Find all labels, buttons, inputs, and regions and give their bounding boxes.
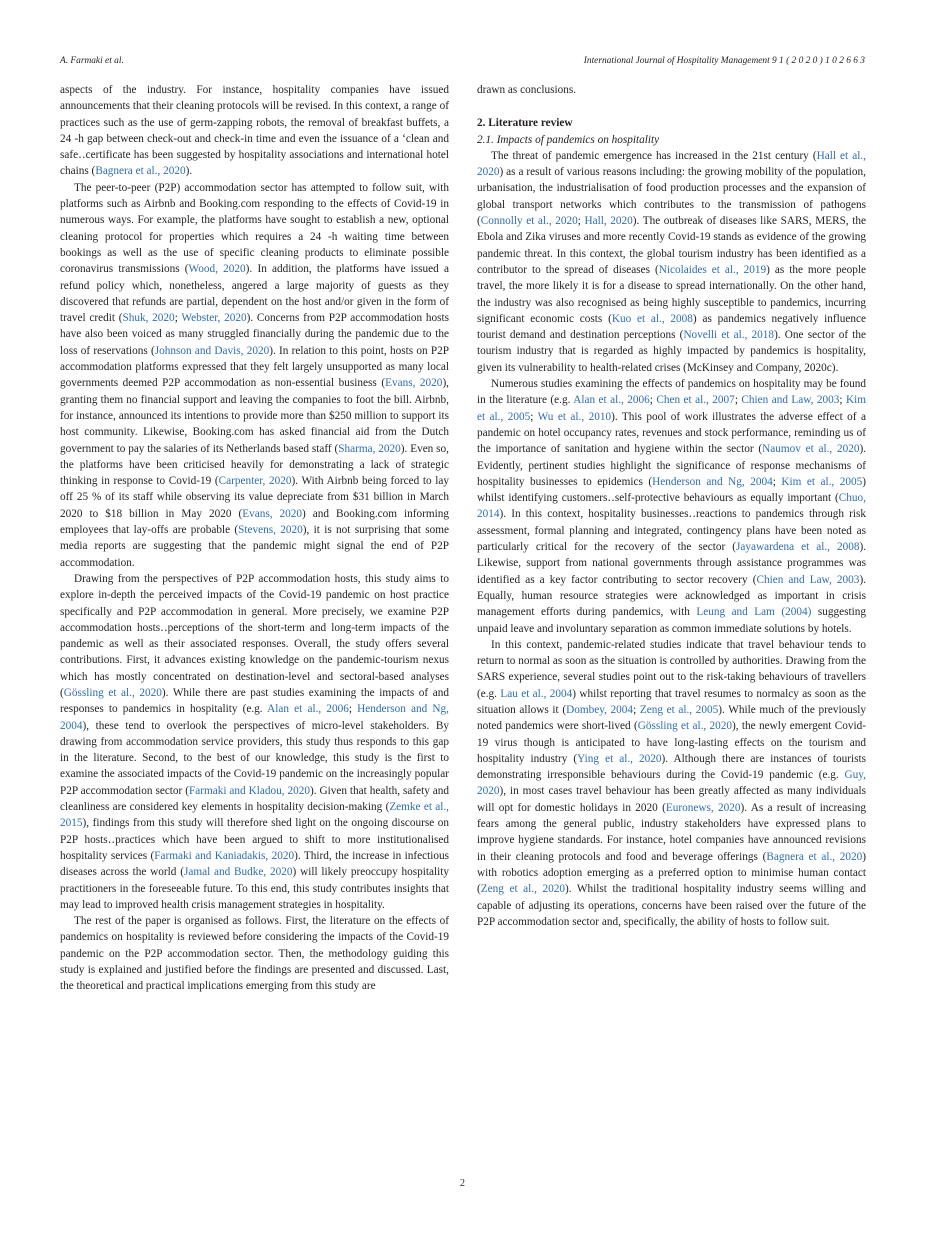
text-run: ). Although there are instances of tourists demonstrating irresponsible behaviours during the Covid-19 pandemic (e.g. xyxy=(477,752,866,782)
text-run: ; xyxy=(839,394,846,407)
header-authors: A. Farmaki et al. xyxy=(60,56,124,66)
citation-link[interactable]: Leung and Lam (2004) xyxy=(696,606,812,619)
citation-link[interactable]: Lau et al., 2004 xyxy=(500,687,573,700)
citation-link[interactable]: Evans, 2020 xyxy=(385,377,443,390)
citation-link[interactable]: Bagnera et al., 2020 xyxy=(766,850,863,863)
text-run: ). While there are past studies examining the impacts of and responses to pandemics in hospitality (e.g. xyxy=(60,686,449,716)
citation-link[interactable]: Jayawardena et al., 2008 xyxy=(736,541,860,554)
citation-link[interactable]: Naumov et al., 2020 xyxy=(762,443,860,456)
citation-link[interactable]: Kim et al., 2005 xyxy=(781,475,863,488)
citation-link[interactable]: Wood, 2020 xyxy=(188,263,246,276)
text-run: The rest of the paper is organised as follows. First, the literature on the effects of pandemics on hospitality is reviewed before considering the impacts of the Covid-19 pandemic on the P2P accommodation sector. Then, the methodology guiding this study is explained and justified before the findings are presented and discussed. Last, the theoretical and practical implications emerging from this study are xyxy=(60,915,449,993)
citation-link[interactable]: Kuo et al., 2008 xyxy=(611,312,693,325)
text-run: The threat of pandemic emergence has increased in the 21st century ( xyxy=(491,149,817,162)
citation-link[interactable]: Shuk, 2020 xyxy=(122,312,175,325)
text-run: ) with robotics adoption emerging as a preferred option to minimise human contact ( xyxy=(477,850,867,896)
text-run: ). In this context, hospitality businesses‥reactions to pandemics through risk assessment, formal planning and integrated, contingency plans have been noted as particularly critical for the recovery of the sector ( xyxy=(477,508,866,554)
citation-link[interactable]: Johnson and Davis, 2020 xyxy=(154,344,270,357)
text-run: ; xyxy=(649,394,657,407)
text-run: ). Given that health, safety and cleanliness are considered key elements in hospitality decision-making ( xyxy=(60,784,449,814)
text-run: ). With Airbnb being forced to lay off 25 % of its staff while observing its value depreciate from $31 billion in March 2020 to $18 billion in May 2020 ( xyxy=(60,475,449,520)
citation-link[interactable]: Chien and Law, 2003 xyxy=(756,573,860,586)
paragraph xyxy=(477,637,866,930)
text-run: ; xyxy=(174,312,182,325)
citation-link[interactable]: Gössling et al., 2020 xyxy=(637,720,733,733)
text-run: ). Even so, the platforms have been criticised heavily for demonstrating a lack of strategic thinking in response to Covid-19 ( xyxy=(60,442,449,488)
citation-link[interactable]: Bagnera et al., 2020 xyxy=(95,165,186,178)
text-run: ; xyxy=(772,475,782,488)
text-run: ). Third, the increase in infectious diseases across the world ( xyxy=(60,849,450,879)
text-run: ; xyxy=(348,703,358,716)
page-number: 2 xyxy=(460,1178,465,1189)
text-run: ) as pandemics negatively influence tourist demand and destination perceptions ( xyxy=(477,312,866,342)
text-run: ). This pool of work illustrates the adverse effect of a pandemic on hotel occupancy rates, revenues and stock performance, reminding us of the importance of sanitation and hygiene within the sector ( xyxy=(477,410,866,456)
text-run: ), the newly emergent Covid-19 virus though is anticipated to have long-lasting effects on the tourism and hospitality industry ( xyxy=(477,720,867,765)
text-run: ). xyxy=(185,165,193,178)
text-run: ) will likely preoccupy hospitality practitioners in the foreseeable future. To this end, this study contributes insights that may lead to improved health crisis management strategies in hospitality. xyxy=(60,866,449,911)
citation-link[interactable]: Wu et al., 2010 xyxy=(537,410,612,423)
left-column xyxy=(60,82,449,995)
citation-link[interactable]: Chien and Law, 2003 xyxy=(741,394,840,407)
text-run: ). Equally, human resource strategies were acknowledged as important in crisis management efforts during pandemics, with xyxy=(477,573,866,619)
citation-link[interactable]: Connolly et al., 2020 xyxy=(480,215,578,228)
paragraph xyxy=(60,913,449,994)
citation-link[interactable]: Euronews, 2020 xyxy=(665,801,741,814)
citation-link[interactable]: Stevens, 2020 xyxy=(238,524,303,537)
text-run: aspects of the industry. For instance, hospitality companies have issued announcements that their cleaning protocols will be revised. In this context, a range of practices such as the use of germ-zapping robots, the removal of breakfast buffets, a 24 -h gap between check-out and check-in time and even the issuance of a ‘clean and safe‥certificate has been suggested by hospitality associations and international hotel chains ( xyxy=(60,84,449,178)
citation-link[interactable]: Guy, 2020 xyxy=(477,769,866,798)
citation-link[interactable]: Henderson and Ng, 2004 xyxy=(652,475,773,488)
text-run: ), it is not surprising that some media reports are suggesting that the pandemic might signal the end of P2P accommodation. xyxy=(60,524,449,569)
text-run: ; xyxy=(633,703,640,716)
text-run: ), in most cases travel behaviour has been greatly affected as many individuals will opt for domestic holidays in 2020 ( xyxy=(477,785,866,814)
text-run: The peer-to-peer (P2P) accommodation sector has attempted to follow suit, with platforms such as Airbnb and Booking.com responding to the effects of Covid-19 in numerous ways. For example, the platforms have sought to establish a new, optional cleaning protocol for properties which requires a 24 -h waiting time between bookings as well as the use of specific cleaning products to eliminate possible coronavirus transmissions ( xyxy=(60,181,449,276)
paragraph xyxy=(60,82,449,180)
text-run: ). The outbreak of diseases like SARS, MERS, the Ebola and Zika viruses and more recently Covid-19 stands as evidence of the growing pandemic threat. In this context, the global tourism industry has been identified as a contributor to the spread of diseases ( xyxy=(477,215,866,276)
text-run: ). Evidently, pertinent studies highlight the significance of response mechanisms of hospitality businesses to epidemics ( xyxy=(477,443,867,488)
citation-link[interactable]: Kim et al., 2005 xyxy=(477,394,866,423)
citation-link[interactable]: Hall, 2020 xyxy=(584,215,633,228)
text-run: ). Whilst the traditional hospitality industry seems willing and capable of adjusting its operations, concerns have been raised over the future of the P2P accommodation sector and, specifically, the ability of hosts to follow suit. xyxy=(477,883,866,928)
text-run: ; xyxy=(530,410,538,423)
text-run: ). Likewise, support from national governments through assistance programmes was identified as a key factor contributing to sector recovery ( xyxy=(477,541,867,586)
text-run: ) and Booking.com informing employees that lay-offs are probable ( xyxy=(60,507,450,537)
text-run: ) whilst reporting that travel resumes to normalcy as soon as the situation allows it ( xyxy=(477,687,866,716)
text-run: Drawing from the perspectives of P2P accommodation hosts, this study aims to explore in-depth the perceived impacts of the Covid-19 pandemic on host practice specifically and P2P accommodation in general. More precisely, we examine P2P accommodation hosts‥perceptions of the short-term and long-term impacts of the pandemic as well as their associated responses. Overall, the study offers several contributions. First, it advances existing knowledge on the pandemic-tourism nexus which has mostly concentrated on destination-level and sectoral-based analyses ( xyxy=(60,572,449,699)
text-run: ) as a result of various reasons including: the growing mobility of the population, urbanisation, the industrialisation of food production processes and the expansion of global transport networks which contributes to the transmission of pathogens ( xyxy=(477,166,866,228)
citation-link[interactable]: Jamal and Budke, 2020 xyxy=(183,866,293,879)
citation-link[interactable]: Webster, 2020 xyxy=(181,312,247,325)
text-run: ). In relation to this point, hosts on P2P accommodation platforms expressed that they felt largely unsupported as many local governments deemed P2P accommodation as non-essential business ( xyxy=(60,344,449,390)
citation-link[interactable]: Evans, 2020 xyxy=(242,507,303,520)
citation-link[interactable]: Zeng et al., 2005 xyxy=(639,703,719,716)
citation-link[interactable]: Hall et al., 2020 xyxy=(477,149,866,179)
citation-link[interactable]: Farmaki and Kladou, 2020 xyxy=(189,784,310,797)
citation-link[interactable]: Henderson and Ng, 2004 xyxy=(60,703,449,732)
citation-link[interactable]: Alan et al., 2006 xyxy=(267,703,349,716)
text-run: ) as the more people travel, the more likely it is for a disease to spread internationally. On the other hand, the industry was also recognised as being highly susceptible to pandemics, incurring significant economic costs ( xyxy=(477,263,867,325)
paragraph xyxy=(60,571,449,913)
section-title: 2. Literature review xyxy=(477,117,573,130)
citation-link[interactable]: Chen et al., 2007 xyxy=(656,394,735,407)
header-journal: International Journal of Hospitality Management 9 1 ( 2 0 2 0 ) 1 0 2 6 6 3 xyxy=(583,56,865,66)
text-run: Numerous studies examining the effects of pandemics on hospitality may be found in the literature (e.g. xyxy=(477,378,866,407)
citation-link[interactable]: Gössling et al., 2020 xyxy=(63,686,162,699)
text-run: ), granting them no financial support and leaving the companies to foot the bill. Airbnb, for instance, announced its intentions to provide more than $250 million to support its host community. Likewise, Booking.com has asked financial aid from the Dutch government to pay the salaries of its Netherlands based staff ( xyxy=(60,377,449,455)
citation-link[interactable]: Farmaki and Kaniadakis, 2020 xyxy=(154,849,295,862)
citation-link[interactable]: Zeng et al., 2020 xyxy=(480,883,565,896)
text-run: ). As a result of increasing fears among the general public, industry stakeholders have expressed plans to improve hygiene standards. For instance, hotel companies have announced revisions in their cleaning protocols and food and beverage offerings ( xyxy=(477,801,866,863)
text-run: drawn as conclusions. xyxy=(477,84,577,96)
paragraph xyxy=(477,148,866,376)
citation-link[interactable]: Carpenter, 2020 xyxy=(218,475,292,488)
citation-link[interactable]: Novelli et al., 2018 xyxy=(683,329,775,342)
citation-link[interactable]: Alan et al., 2006 xyxy=(573,394,650,407)
text-run: ; xyxy=(734,394,742,407)
text-run: ). In addition, the platforms have issued a refund policy which, nonetheless, angered a large majority of guests as they discovered that refunds are partial, dependent on the host and/or given in the form of travel credit ( xyxy=(60,263,450,325)
running-header xyxy=(60,56,865,70)
paragraph xyxy=(477,82,866,98)
citation-link[interactable]: Nicolaides et al., 2019 xyxy=(658,263,767,276)
subsection-title: 2.1. Impacts of pandemics on hospitality xyxy=(477,133,660,146)
text-run: ). Concerns from P2P accommodation hosts have also been voiced as many struggled financially during the pandemic due to the loss of reservations ( xyxy=(60,312,449,357)
paragraph xyxy=(60,180,449,571)
text-run: ). While much of the previously noted pandemics were short-lived ( xyxy=(477,703,866,733)
text-run: ), findings from this study will therefore shed light on the ongoing discourse on P2P hosts‥practices which have been argued to shift to more institutionalised hospitality services ( xyxy=(60,817,449,862)
text-run: ; xyxy=(577,215,585,228)
text-run: ). One sector of the tourism industry that is regarded as highly impacted by pandemics is hospitality, given its vulnerability to health-related crises (McKinsey and Company, 2020c). xyxy=(477,329,867,374)
text-run: ), these tend to overlook the perspectives of micro-level stakeholders. By drawing from accommodation service providers, this study thus responds to this gap in the literature. Second, to the best of our knowledge, this study is the first to examine the associated impacts of the Covid-19 pandemic on the increasingly popular P2P accommodation sector ( xyxy=(60,719,449,797)
citation-link[interactable]: Dombey, 2004 xyxy=(566,703,634,716)
right-column xyxy=(477,82,866,930)
text-run: ) whilst identifying customers‥self-protective behaviours as equally important ( xyxy=(477,475,866,505)
citation-link[interactable]: Chuo, 2014 xyxy=(477,492,866,521)
text-run: In this context, pandemic-related studies indicate that travel behaviour tends to return to normal as soon as the situation is controlled by authorities. Drawing from the SARS experience, several studies point out to the risk-taking behaviours of travellers (e.g. xyxy=(477,638,866,700)
text-run: suggesting unpaid leave and involuntary separation as common immediate solutions by hotels. xyxy=(477,606,866,635)
paragraph xyxy=(477,376,866,637)
citation-link[interactable]: Ying et al., 2020 xyxy=(577,752,662,765)
citation-link[interactable]: Zemke et al., 2015 xyxy=(60,801,449,830)
citation-link[interactable]: Sharma, 2020 xyxy=(338,442,401,455)
